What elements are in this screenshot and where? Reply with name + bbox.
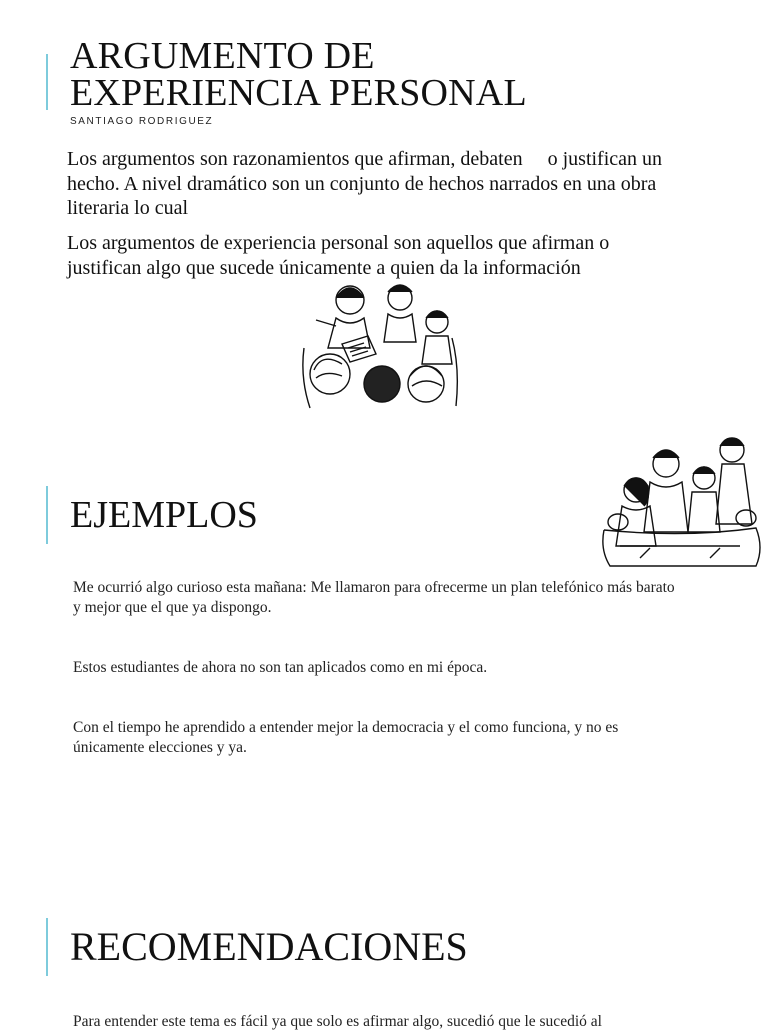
section-title-ejemplos: EJEMPLOS [70, 494, 258, 536]
page-title [70, 35, 690, 114]
title-line-2: EXPERIENCIA PERSONAL [70, 72, 527, 114]
group-discussion-illustration [300, 278, 462, 414]
accent-bar [46, 486, 48, 544]
title-line-1: ARGUMENTO DE [70, 35, 375, 77]
definition-paragraph: Los argumentos son razonamientos que afirman, debaten o justifican un hecho. A nivel dramático son un conjunto de hechos narrados en una obra literaria lo cual [67, 148, 668, 219]
accent-bar [46, 918, 48, 976]
author-name: SANTIAGO RODRIGUEZ [70, 116, 214, 127]
experience-paragraph: Los argumentos de experiencia personal son aquellos que afirman o justifican algo que sucede únicamente a quien da la información [67, 232, 610, 279]
accent-bar [46, 54, 48, 110]
example-item: Con el tiempo he aprendido a entender mejor la democracia y el como funciona, y no es únicamente elecciones y ya. [73, 719, 619, 756]
example-item: Estos estudiantes de ahora no son tan aplicados como en mi época. [73, 659, 488, 676]
recommendation-paragraph: Para entender este tema es fácil ya que solo es afirmar algo, sucedió que le sucedió al [73, 1013, 602, 1030]
example-item: Me ocurrió algo curioso esta mañana: Me llamaron para ofrecerme un plan telefónico más barato y mejor que el que ya dispongo. [73, 579, 675, 616]
family-portrait-illustration [600, 434, 762, 570]
section-title-recomendaciones: RECOMENDACIONES [70, 924, 468, 969]
